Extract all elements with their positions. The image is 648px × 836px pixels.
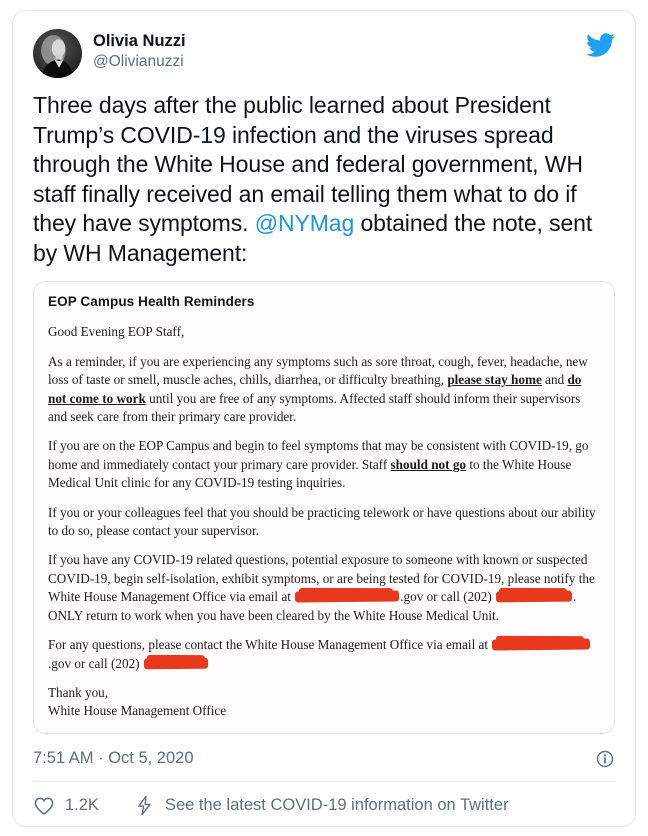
tweet-timestamp[interactable]: 7:51 AM · Oct 5, 2020 (33, 749, 194, 768)
email-greeting: Good Evening EOP Staff, (48, 324, 185, 340)
emphasis-stay-home: please stay home (447, 372, 542, 388)
twitter-bird-icon[interactable] (586, 33, 615, 57)
redaction-mark-email-2 (492, 639, 590, 651)
tweet-text (33, 91, 615, 268)
tweet-meta-row (33, 749, 615, 769)
tweet-text-before-mention: Three days after the public learned about President Trump’s COVID-19 infection and the viruses spread through the White House and federal government, WH staff finally received an email telling them what to do if they have symptoms. (33, 92, 583, 236)
redaction-mark-phone-2 (144, 657, 208, 669)
email-paragraph-3: If you or your colleagues feel that you should be practicing telework or have questions about our ability to do so, please contact your supervisor. (48, 504, 596, 539)
redaction-mark-email-1 (295, 591, 399, 603)
email-paragraph-4: If you have any COVID-19 related questions, potential exposure to someone with known or suspected COVID-19, begin self-isolation, exhibit symptoms, or are being tested for COVID-19, please notify the White House Management Office via email at .gov or call (202) . ONLY return to work when you have been cleared by the White House Medical Unit. (48, 552, 595, 623)
lightning-bolt-icon (135, 795, 154, 816)
email-paragraph-2: If you are on the EOP Campus and begin to feel symptoms that may be consistent with COVID-19, go home and immediately contact your primary care provider. Staff should not go to the White House Medical Unit clinic for any COVID-19 testing inquiries. (48, 438, 589, 491)
redaction-mark-phone-1 (496, 591, 572, 603)
mention-link-nymag[interactable]: @NYMag (254, 210, 355, 236)
email-closing-signature: White House Management Office (48, 703, 227, 719)
info-circle-icon[interactable] (595, 749, 615, 769)
email-paragraph-1: As a reminder, if you are experiencing any symptoms such as sore throat, cough, fever, headache, new loss of taste or smell, muscle aches, chills, diarrhea, or difficulty breathing, please stay home and do not come to work until you are free of any symptoms. Affected staff should inform their supervisors and seek care from their primary care provider. (48, 353, 588, 425)
emphasis-should-not-go: should not go (390, 456, 467, 472)
like-button[interactable] (33, 795, 99, 817)
email-paragraph-5: For any questions, please contact the White House Management Office via email at .gov or call (202) (48, 636, 600, 673)
email-subject: EOP Campus Health Reminders (48, 294, 255, 309)
embedded-tweet-card (12, 10, 636, 827)
covid-link-label[interactable]: See the latest COVID-19 information on Twitter (164, 796, 509, 815)
email-closing-thanks: Thank you, (48, 684, 109, 700)
heart-outline-icon (33, 795, 55, 817)
covid-info-link[interactable] (135, 795, 509, 816)
avatar[interactable] (33, 29, 82, 78)
user-handle[interactable]: @Olivianuzzi (93, 53, 184, 70)
attached-email-image[interactable] (33, 281, 615, 734)
user-block[interactable] (93, 29, 186, 72)
tweet-header (33, 29, 615, 78)
tweet-footer (33, 769, 615, 817)
emphasis-do-not-come: do not come to work (48, 372, 582, 406)
like-count[interactable]: 1.2K (65, 796, 99, 815)
tweet-text-after-mention: obtained the note, sent by WH Management: (33, 210, 593, 266)
user-display-name[interactable]: Olivia Nuzzi (93, 32, 186, 50)
avatar-photo-placeholder (33, 29, 82, 78)
